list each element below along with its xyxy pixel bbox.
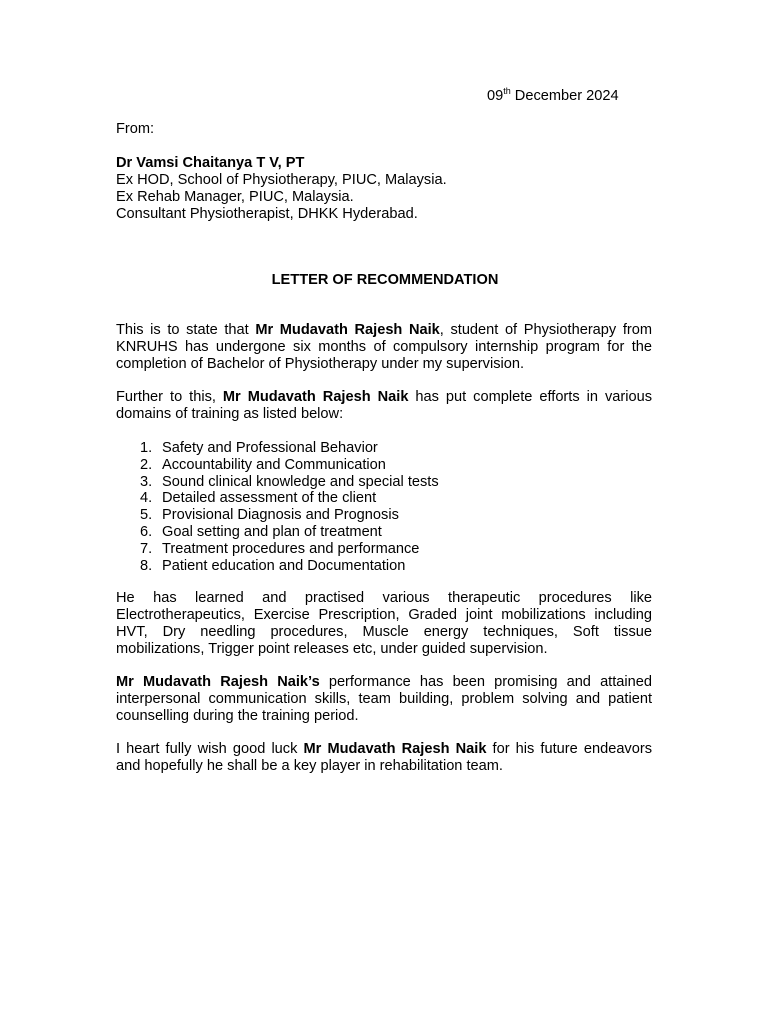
list-item (140, 507, 439, 524)
student-name: Mr Mudavath Rajesh Naik (255, 322, 440, 338)
paragraph-text: for his future endeavors and hopefully he shall be a key player in rehabilitation team. (116, 741, 652, 774)
list-item-text: Accountability and Communication (162, 456, 386, 473)
sender-name: Dr Vamsi Chaitanya T V, PT (116, 155, 305, 171)
paragraph-text: performance has been promising and attained interpersonal communication skills, team building, problem solving and patient counselling during the training period. (116, 674, 653, 724)
list-number: 4. (140, 490, 153, 507)
paragraph-internship (116, 322, 652, 373)
list-number: 1. (140, 440, 153, 456)
paragraph-text: , student of Physiotherapy from KNRUHS has undergone six months of compulsory internship program for the completion of Bachelor of Physiotherapy under my supervision. (116, 322, 653, 372)
sender-title-line: Ex Rehab Manager, PIUC, Malaysia. (116, 189, 354, 205)
paragraph-efforts (116, 389, 652, 423)
training-domains-list (140, 440, 439, 574)
from-label: From: (116, 121, 155, 137)
list-item (140, 457, 439, 474)
list-item-text: Patient education and Documentation (162, 557, 406, 574)
date-suffix: th (503, 86, 511, 97)
letter-date (487, 88, 619, 105)
list-number: 8. (140, 557, 153, 574)
list-number: 3. (140, 473, 153, 490)
sender-title-line: Consultant Physiotherapist, DHKK Hyderabad. (116, 206, 418, 222)
list-item (140, 474, 439, 491)
list-number: 7. (140, 540, 153, 557)
list-item-text: Detailed assessment of the client (162, 490, 377, 507)
paragraph-performance (116, 674, 652, 725)
list-item (140, 490, 439, 507)
student-name: Mr Mudavath Rajesh Naik (222, 389, 409, 405)
letter-heading: LETTER OF RECOMMENDATION (271, 272, 499, 288)
paragraph-procedures: He has learned and practised various therapeutic procedures like Electrotherapeutics, Exercise Prescription, Graded joint mobilizations including HVT, Dry needling procedures, Muscle energy techniques, Soft tissue mobilizations, Trigger point releases etc, under guided supervision. (116, 590, 652, 657)
paragraph-text: Further to this, (116, 389, 223, 405)
list-number: 5. (140, 507, 153, 524)
sender-block (116, 155, 652, 223)
list-item (140, 440, 439, 457)
list-item-text: Goal setting and plan of treatment (162, 523, 382, 540)
date-day: 09 (487, 88, 504, 104)
student-name: Mr Mudavath Rajesh Naik’s (116, 674, 320, 690)
student-name: Mr Mudavath Rajesh Naik (303, 741, 487, 757)
list-item-text: Treatment procedures and performance (162, 540, 420, 557)
paragraph-wishes (116, 741, 652, 775)
list-item-text: Provisional Diagnosis and Prognosis (162, 507, 399, 524)
paragraph-text: has put complete efforts in various domains of training as listed below: (116, 389, 652, 422)
date-month-year: December 2024 (510, 88, 619, 104)
list-item-text: Sound clinical knowledge and special tests (162, 473, 439, 490)
paragraph-text: This is to state that (116, 322, 256, 338)
list-item-text: Safety and Professional Behavior (162, 440, 378, 456)
paragraph-text: I heart fully wish good luck (116, 741, 304, 757)
list-item (140, 541, 439, 558)
sender-title-line: Ex HOD, School of Physiotherapy, PIUC, Malaysia. (116, 172, 447, 188)
list-number: 2. (140, 456, 153, 473)
list-item (140, 524, 439, 541)
list-item (140, 558, 439, 575)
list-number: 6. (140, 523, 153, 540)
